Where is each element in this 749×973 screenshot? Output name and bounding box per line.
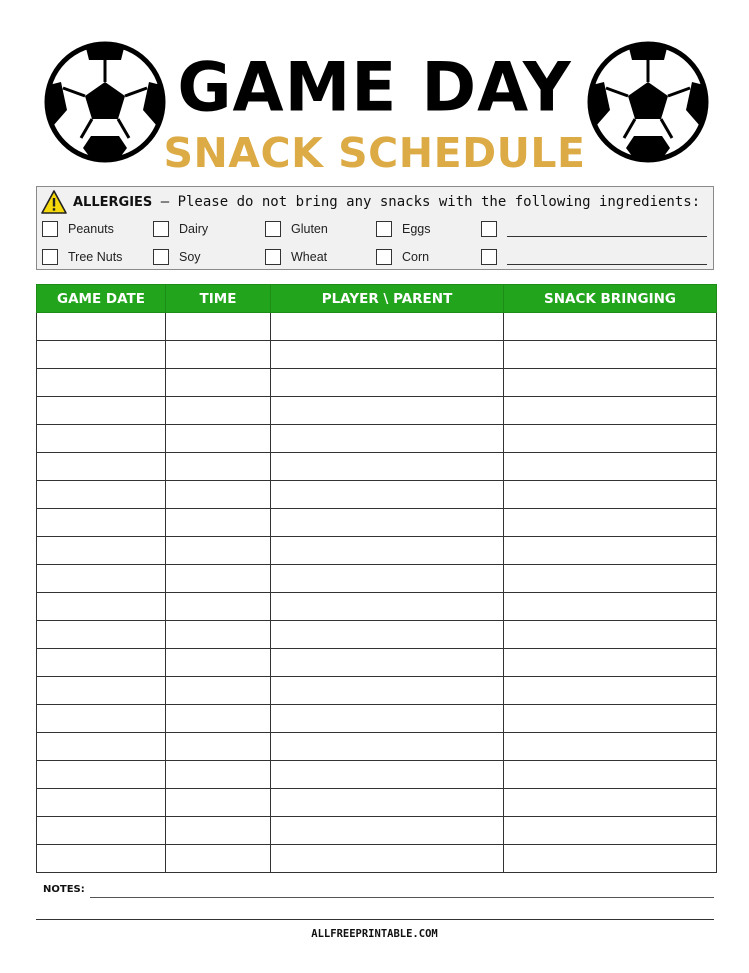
table-cell[interactable]	[271, 313, 504, 341]
custom-allergy-line[interactable]	[507, 236, 707, 237]
table-cell[interactable]	[504, 537, 717, 565]
table-cell[interactable]	[166, 733, 271, 761]
table-cell[interactable]	[271, 397, 504, 425]
table-cell[interactable]	[504, 733, 717, 761]
table-cell[interactable]	[37, 481, 166, 509]
allergy-option-label: Wheat	[291, 250, 328, 264]
table-cell[interactable]	[271, 537, 504, 565]
notes-line[interactable]	[90, 897, 714, 898]
table-cell[interactable]	[504, 593, 717, 621]
allergy-option[interactable]	[376, 221, 431, 237]
table-header-row	[37, 285, 717, 313]
table-row	[37, 565, 717, 593]
table-cell[interactable]	[166, 341, 271, 369]
table-row	[37, 649, 717, 677]
table-body	[37, 313, 717, 873]
column-header-snack-bringing: SNACK BRINGING	[504, 285, 717, 313]
footer-divider	[36, 919, 714, 920]
table-cell[interactable]	[271, 481, 504, 509]
table-row	[37, 845, 717, 873]
table-cell[interactable]	[37, 537, 166, 565]
table-cell[interactable]	[37, 817, 166, 845]
allergies-instruction: – Please do not bring any snacks with the following ingredients:	[152, 194, 701, 210]
table-cell[interactable]	[37, 565, 166, 593]
table-cell[interactable]	[504, 649, 717, 677]
allergy-option-label: Corn	[402, 250, 430, 264]
table-cell[interactable]	[166, 453, 271, 481]
allergy-checkbox[interactable]	[481, 221, 497, 237]
table-cell[interactable]	[166, 397, 271, 425]
table-row	[37, 313, 717, 341]
table-cell[interactable]	[271, 705, 504, 733]
table-row	[37, 425, 717, 453]
table-cell[interactable]	[166, 761, 271, 789]
table-cell[interactable]	[504, 565, 717, 593]
table-cell[interactable]	[166, 509, 271, 537]
allergy-checkbox[interactable]	[265, 221, 281, 237]
table-cell[interactable]	[166, 593, 271, 621]
allergies-label: ALLERGIES	[73, 195, 153, 210]
table-cell[interactable]	[37, 509, 166, 537]
allergy-option[interactable]	[376, 249, 430, 265]
page-title: GAME DAY	[177, 48, 572, 127]
table-cell[interactable]	[504, 369, 717, 397]
column-header-time: TIME	[166, 285, 271, 313]
table-cell[interactable]	[271, 817, 504, 845]
table-cell[interactable]	[504, 397, 717, 425]
table-cell[interactable]	[37, 397, 166, 425]
table-cell[interactable]	[504, 705, 717, 733]
table-cell[interactable]	[37, 369, 166, 397]
table-cell[interactable]	[37, 845, 166, 873]
allergy-checkbox[interactable]	[265, 249, 281, 265]
table-cell[interactable]	[271, 789, 504, 817]
table-cell[interactable]	[37, 733, 166, 761]
table-cell[interactable]	[166, 425, 271, 453]
allergy-option-custom[interactable]	[481, 249, 497, 265]
table-cell[interactable]	[166, 565, 271, 593]
table-cell[interactable]	[504, 313, 717, 341]
allergy-checkbox[interactable]	[376, 221, 392, 237]
allergy-checkbox[interactable]	[42, 221, 58, 237]
allergy-option-custom[interactable]	[481, 221, 497, 237]
warning-icon	[40, 189, 68, 215]
notes-label: NOTES:	[43, 884, 85, 895]
table-cell[interactable]	[504, 761, 717, 789]
table-cell[interactable]	[504, 621, 717, 649]
allergies-heading	[73, 194, 700, 210]
table-cell[interactable]	[37, 649, 166, 677]
column-header-player-parent: PLAYER \ PARENT	[271, 285, 504, 313]
table-cell[interactable]	[271, 593, 504, 621]
allergy-option[interactable]	[265, 221, 328, 237]
snack-schedule-table	[36, 284, 717, 873]
allergy-checkbox[interactable]	[376, 249, 392, 265]
table-row	[37, 341, 717, 369]
table-cell[interactable]	[271, 425, 504, 453]
table-cell[interactable]	[504, 677, 717, 705]
table-cell[interactable]	[37, 705, 166, 733]
table-cell[interactable]	[37, 341, 166, 369]
allergy-option[interactable]	[153, 221, 209, 237]
allergy-option[interactable]	[265, 249, 328, 265]
table-cell[interactable]	[271, 677, 504, 705]
table-row	[37, 481, 717, 509]
table-row	[37, 537, 717, 565]
custom-allergy-line[interactable]	[507, 264, 707, 265]
table-cell[interactable]	[166, 789, 271, 817]
allergies-panel	[36, 186, 714, 270]
table-cell[interactable]	[504, 481, 717, 509]
table-cell[interactable]	[166, 481, 271, 509]
table-cell[interactable]	[166, 313, 271, 341]
table-cell[interactable]	[504, 453, 717, 481]
table-cell[interactable]	[166, 845, 271, 873]
table-row	[37, 509, 717, 537]
table-cell[interactable]	[504, 425, 717, 453]
allergy-option[interactable]	[42, 221, 114, 237]
allergy-checkbox[interactable]	[42, 249, 58, 265]
table-cell[interactable]	[37, 789, 166, 817]
table-row	[37, 677, 717, 705]
table-cell[interactable]	[37, 677, 166, 705]
table-row	[37, 761, 717, 789]
column-header-game-date: GAME DATE	[37, 285, 166, 313]
table-cell[interactable]	[271, 453, 504, 481]
table-cell[interactable]	[166, 369, 271, 397]
soccer-ball-icon	[43, 40, 167, 164]
allergy-checkbox[interactable]	[481, 249, 497, 265]
table-cell[interactable]	[166, 705, 271, 733]
table-cell[interactable]	[37, 621, 166, 649]
table-cell[interactable]	[271, 649, 504, 677]
table-cell[interactable]	[37, 593, 166, 621]
table-row	[37, 621, 717, 649]
table-cell[interactable]	[504, 817, 717, 845]
allergy-option-label: Eggs	[402, 222, 431, 236]
allergy-option[interactable]	[153, 249, 201, 265]
soccer-ball-icon	[586, 40, 710, 164]
footer-site: ALLFREEPRINTABLE.COM	[311, 928, 438, 940]
table-cell[interactable]	[37, 313, 166, 341]
table-cell[interactable]	[166, 817, 271, 845]
table-cell[interactable]	[166, 649, 271, 677]
table-cell[interactable]	[271, 565, 504, 593]
allergy-option-label: Gluten	[291, 222, 328, 236]
table-cell[interactable]	[504, 509, 717, 537]
table-cell[interactable]	[271, 845, 504, 873]
table-row	[37, 453, 717, 481]
table-cell[interactable]	[271, 369, 504, 397]
table-cell[interactable]	[504, 789, 717, 817]
allergy-checkbox[interactable]	[153, 249, 169, 265]
table-cell[interactable]	[166, 537, 271, 565]
table-row	[37, 593, 717, 621]
table-row	[37, 369, 717, 397]
allergy-option-label: Dairy	[179, 222, 209, 236]
table-cell[interactable]	[271, 761, 504, 789]
allergy-option-label: Tree Nuts	[68, 250, 123, 264]
table-cell[interactable]	[37, 761, 166, 789]
table-row	[37, 705, 717, 733]
table-row	[37, 397, 717, 425]
table-cell[interactable]	[166, 677, 271, 705]
table-row	[37, 817, 717, 845]
table-cell[interactable]	[37, 453, 166, 481]
allergy-option-label: Peanuts	[68, 222, 114, 236]
allergy-option-label: Soy	[179, 250, 201, 264]
table-cell[interactable]	[271, 621, 504, 649]
allergy-option[interactable]	[42, 249, 123, 265]
table-cell[interactable]	[166, 621, 271, 649]
table-cell[interactable]	[271, 733, 504, 761]
allergy-checkbox[interactable]	[153, 221, 169, 237]
table-row	[37, 733, 717, 761]
table-cell[interactable]	[504, 341, 717, 369]
table-row	[37, 789, 717, 817]
table-cell[interactable]	[504, 845, 717, 873]
page-subtitle: SNACK SCHEDULE	[163, 129, 586, 177]
table-cell[interactable]	[271, 341, 504, 369]
table-cell[interactable]	[37, 425, 166, 453]
table-cell[interactable]	[271, 509, 504, 537]
